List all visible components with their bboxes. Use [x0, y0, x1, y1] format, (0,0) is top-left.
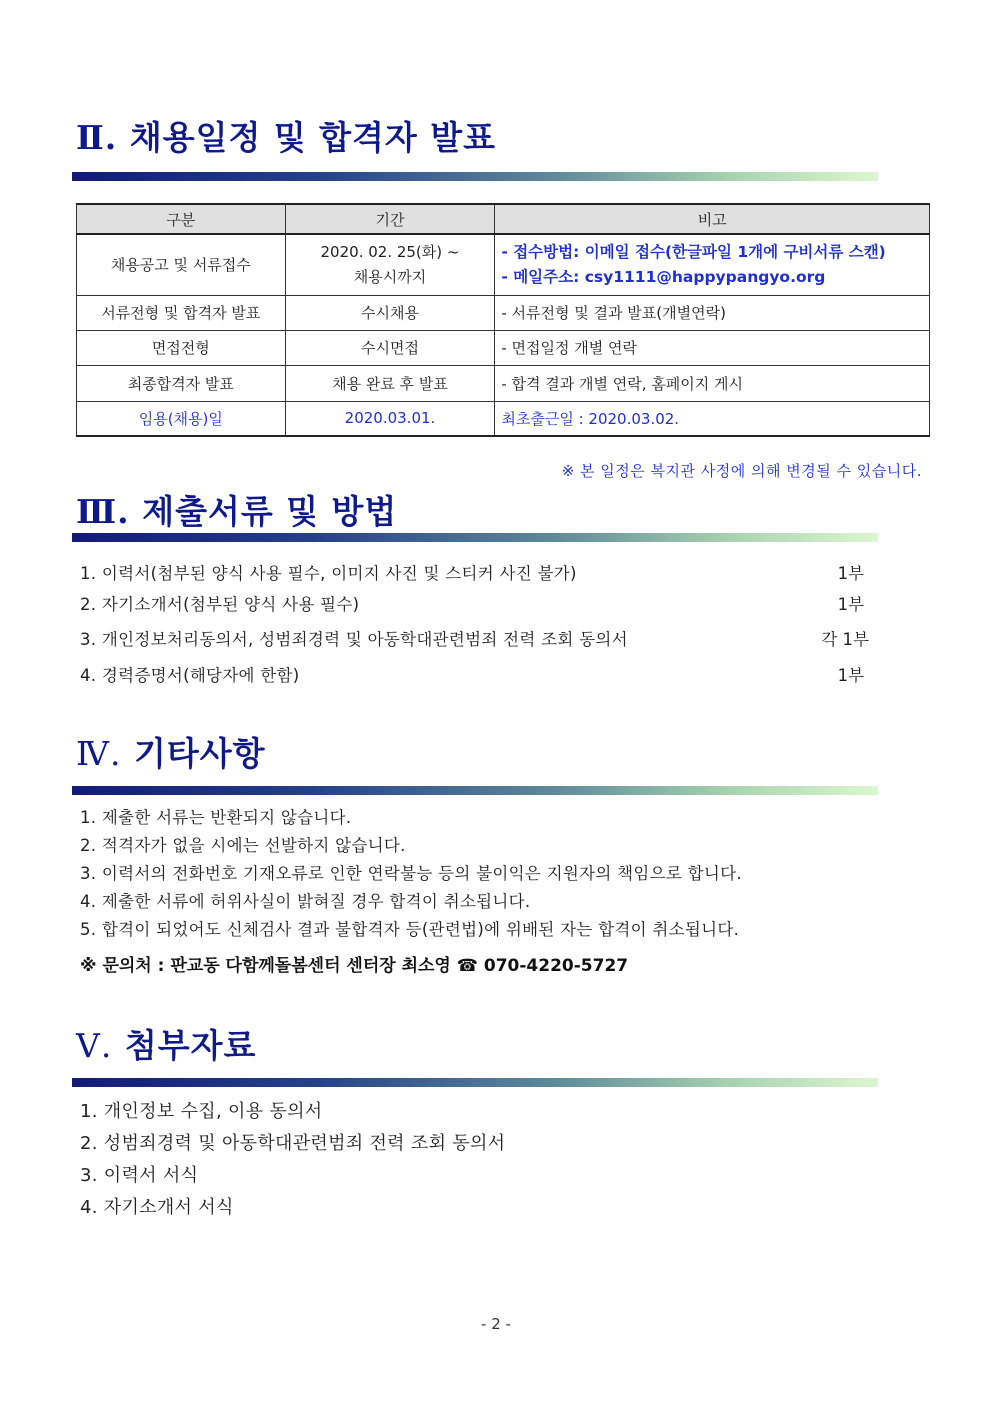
row4-period: 채용 완료 후 발표	[285, 365, 495, 401]
row3-note: - 면접일정 개별 연락	[495, 330, 930, 365]
contact-prefix: ※ 문의처 : 판교동 다함께돌봄센터 센터장 최소영	[80, 956, 451, 976]
section4-divider	[72, 786, 878, 795]
notice-item-4: 4. 제출한 서류에 허위사실이 밝혀질 경우 합격이 취소됩니다.	[80, 892, 531, 911]
row1-category: 채용공고 및 서류접수	[77, 234, 286, 295]
section2-title	[76, 112, 496, 159]
row2-period: 수시채용	[285, 295, 495, 330]
row3-category: 면접전형	[77, 330, 286, 365]
row5-period: 2020.03.01.	[285, 401, 495, 436]
doc-qty-4: 1부	[837, 666, 864, 685]
row2-category: 서류전형 및 합격자 발표	[77, 295, 286, 330]
header-period: 기간	[285, 204, 495, 234]
table-row	[77, 330, 930, 365]
attachment-item-3: 3. 이력서 서식	[80, 1165, 199, 1186]
section3-title-text: 제출서류 및 방법	[142, 492, 398, 531]
contact-line	[80, 951, 628, 976]
row1-period-line1: 2020. 02. 25(화) ~	[320, 242, 460, 261]
section2-numeral: Ⅱ.	[76, 118, 118, 157]
doc-item-1: 1. 이력서(첨부된 양식 사용 필수, 이미지 사진 및 스티커 사진 불가)	[80, 564, 577, 583]
row2-note: - 서류전형 및 결과 발표(개별연락)	[495, 295, 930, 330]
doc-qty-2: 1부	[837, 595, 864, 614]
contact-phone: 070-4220-5727	[483, 956, 629, 976]
page-number: - 2 -	[481, 1315, 511, 1333]
row1-period-line2: 채용시까지	[353, 267, 427, 286]
row1-note-method: - 접수방법: 이메일 접수(한글파일 1개에 구비서류 스캔)	[501, 242, 886, 261]
section3-title	[76, 486, 397, 533]
row5-category: 임용(채용)일	[77, 401, 286, 436]
doc-item-2: 2. 자기소개서(첨부된 양식 사용 필수)	[80, 595, 360, 614]
table-row	[77, 401, 930, 436]
table-row	[77, 295, 930, 330]
schedule-footnote: ※ 본 일정은 복지관 사정에 의해 변경될 수 있습니다.	[561, 462, 922, 480]
doc-qty-1: 1부	[837, 564, 864, 583]
attachment-item-1: 1. 개인정보 수집, 이용 동의서	[80, 1101, 323, 1122]
section3-divider	[72, 533, 878, 542]
section3-numeral: Ⅲ.	[76, 492, 130, 531]
header-note: 비고	[495, 204, 930, 234]
section5-numeral: Ⅴ.	[76, 1026, 113, 1065]
notice-item-5: 5. 합격이 되었어도 신체검사 결과 불합격자 등(관련법)에 위배된 자는 합격이 취소됩니다.	[80, 920, 740, 939]
schedule-table	[76, 203, 930, 437]
notice-item-1: 1. 제출한 서류는 반환되지 않습니다.	[80, 808, 352, 827]
table-row	[77, 365, 930, 401]
attachment-item-4: 4. 자기소개서 서식	[80, 1197, 234, 1218]
section2-divider	[72, 172, 878, 181]
section4-title	[76, 728, 265, 775]
header-category: 구분	[77, 204, 286, 234]
row1-period	[285, 234, 495, 295]
row3-period: 수시면접	[285, 330, 495, 365]
row1-note-email: - 메일주소: csy1111@happypangyo.org	[501, 267, 826, 286]
row4-note: - 합격 결과 개별 연락, 홈페이지 게시	[495, 365, 930, 401]
section5-title-text: 첨부자료	[124, 1026, 257, 1065]
section5-title	[76, 1020, 256, 1067]
row1-note	[495, 234, 930, 295]
phone-icon: ☎	[456, 956, 478, 976]
table-header-row	[77, 204, 930, 234]
section4-numeral: Ⅳ.	[76, 734, 122, 773]
notice-item-3: 3. 이력서의 전화번호 기재오류로 인한 연락불능 등의 불이익은 지원자의 책임으로 합니다.	[80, 864, 742, 883]
section5-divider	[72, 1078, 878, 1087]
row4-category: 최종합격자 발표	[77, 365, 286, 401]
doc-item-3: 3. 개인정보처리동의서, 성범죄경력 및 아동학대관련범죄 전력 조회 동의서	[80, 630, 628, 649]
doc-item-4: 4. 경력증명서(해당자에 한함)	[80, 666, 300, 685]
attachment-item-2: 2. 성범죄경력 및 아동학대관련범죄 전력 조회 동의서	[80, 1133, 506, 1154]
doc-qty-3: 각 1부	[821, 630, 869, 649]
table-row	[77, 234, 930, 295]
notice-item-2: 2. 적격자가 없을 시에는 선발하지 않습니다.	[80, 836, 406, 855]
row5-note: 최초출근일 : 2020.03.02.	[495, 401, 930, 436]
section2-title-text: 채용일정 및 합격자 발표	[129, 118, 497, 157]
section4-title-text: 기타사항	[133, 734, 266, 773]
